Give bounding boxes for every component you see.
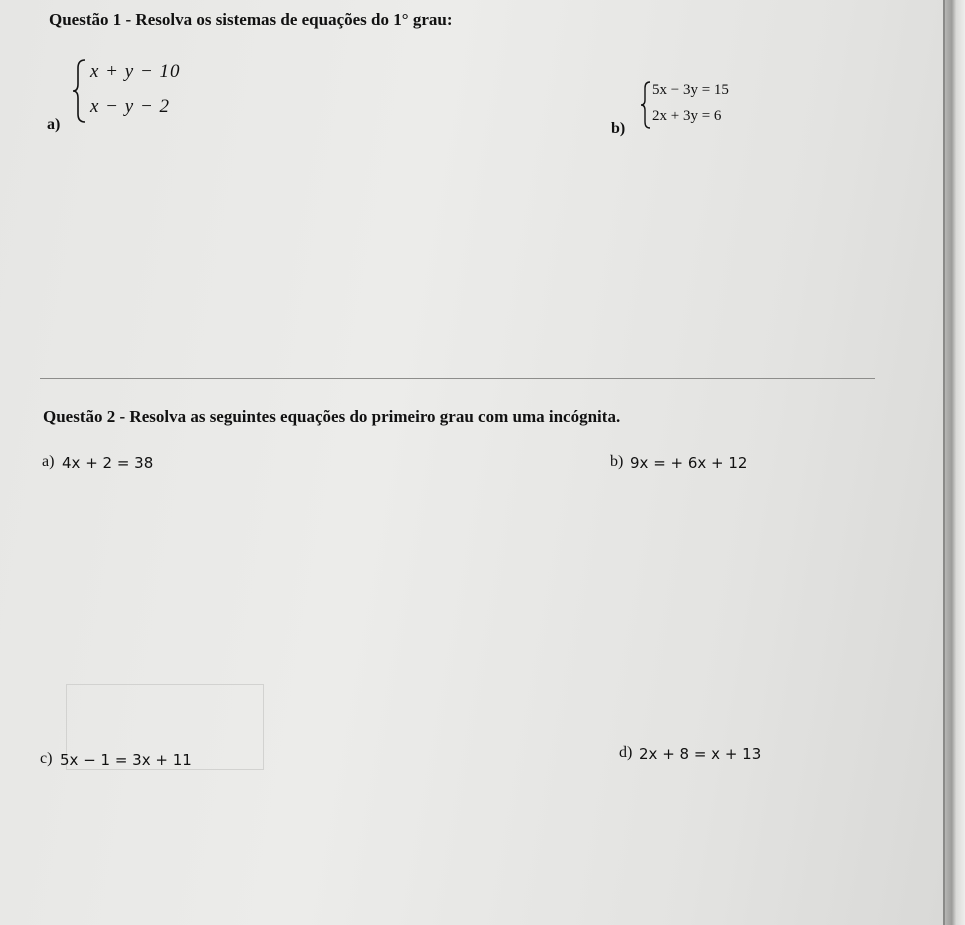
q1-b-brace	[640, 80, 652, 130]
page-edge-line	[943, 0, 945, 925]
q2-b-label: b)	[610, 453, 624, 470]
q2-c-label: c)	[40, 750, 53, 767]
q1-text-end: grau:	[408, 10, 453, 29]
q1-text: - Resolva os sistemas de equações do	[121, 10, 394, 29]
q1-degree: 1°	[393, 10, 409, 29]
q2-a-label: a)	[42, 453, 55, 470]
q1-number: Questão 1	[49, 10, 122, 29]
q2-b-eq: 9x = + 6x + 12	[630, 454, 748, 472]
q1-a-brace	[72, 58, 88, 124]
page-edge-shadow	[943, 0, 965, 925]
q1-heading	[49, 10, 452, 30]
q2-d-eq: 2x + 8 = x + 13	[639, 745, 762, 763]
q2-text: - Resolva as seguintes equações do primeiro grau com uma incógnita.	[115, 407, 621, 426]
q2-number: Questão 2	[43, 407, 116, 426]
q2-heading	[43, 407, 620, 427]
q2-a-eq: 4x + 2 = 38	[62, 454, 154, 472]
q2-d-label: d)	[619, 744, 633, 761]
q1-a-eq1: x + y − 10	[90, 61, 181, 82]
q1-b-label: b)	[611, 120, 626, 137]
q1-b-eq1: 5x − 3y = 15	[652, 82, 729, 98]
q2-c-eq: 5x − 1 = 3x + 11	[60, 751, 192, 769]
q1-a-eq2: x − y − 2	[90, 96, 171, 117]
q1-b-eq2: 2x + 3y = 6	[652, 108, 722, 124]
q1-a-label: a)	[47, 116, 61, 133]
section-divider	[40, 378, 875, 379]
